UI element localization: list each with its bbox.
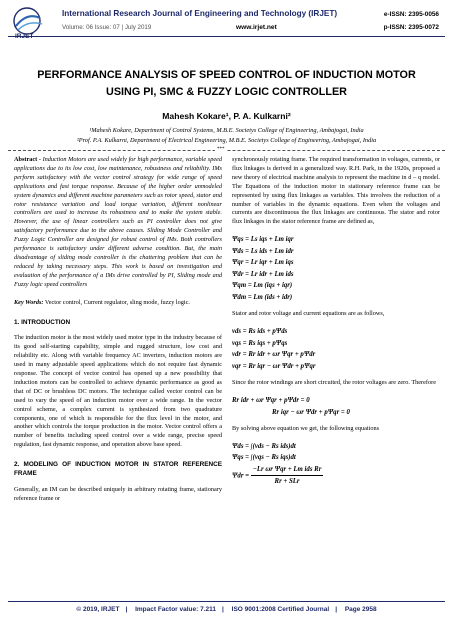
flux-linkage-equations [232,234,440,303]
journal-header [0,0,453,50]
abstract [14,156,222,290]
solving-text: By solving above equation we get, the following equations [232,425,380,433]
journal-website[interactable]: www.irjet.net [236,24,277,31]
footer-page-number: Page 2958 [344,606,377,613]
e-issn: e-ISSN: 2395-0056 [383,11,439,18]
equation: Ψqs = ∫(vqs − Rs iqs)dt [232,454,296,462]
equation: Ψqr = Lr iqr + Lm iqs [232,259,294,267]
fraction-denominator: Rr + SLr [274,478,300,486]
footer-iso: ISO 9001:2008 Certified Journal [231,606,330,613]
page-footer: © 2019, IRJET | Impact Factor value: 7.211 | ISO 9001:2008 Certified Journal | Page 2958 [76,606,377,613]
voltage-equations [232,326,440,372]
keywords-label: Key Words: [14,298,44,306]
equation: vqr = Rr iqr − ωr Ψdr + pΨqr [232,362,316,370]
equation: Ψqs = Ls iqs + Lm iqr [232,236,294,244]
fraction-equation [232,464,440,488]
voltage-intro-text: Stator and rotor voltage and current equations are as follows, [232,310,385,318]
footer-impact-factor: Impact Factor value: 7.211 [135,606,217,613]
fraction [251,464,324,488]
left-column [14,156,222,504]
equation: Ψdr = Lr idr + Lm ids [232,270,294,278]
abstract-label: Abstract - [14,156,41,163]
equation: Ψds = ∫(vds − Rs ids)dt [232,442,296,450]
footer-divider [8,601,445,602]
p-issn: p-ISSN: 2395-0072 [383,24,439,31]
title-divider [8,150,445,151]
logo-text: IRJET [15,33,34,40]
introduction-text: The induction motor is the most widely used motor type in the industry because of its good self-starting capability, simple and rugged structure, low cost and reliability etc. Along with variable frequency AC inverters, induction motors are used in many adjustable speed applications which do not require fast dynamic response. The concept of vector control has opened up a new possibility that induction motors can be controlled to achieve dynamic performance as good as that of DC or brushless DC motors. The technique called vector control can be used to vary the speed of an induction motor over a wide range. In the vector control scheme, a complex current is synthesized from two quadrature components, one of which is responsible for the flux level in the motor, and another which controls the torque production in the motor. Vector control offers a number of benefits including speed control over a wide range, precise speed regulation, fast dynamic response, and operation above base speed. [14,334,222,449]
fraction-numerator: −Lr ωr Ψqr + Lm ids Rr [251,464,324,477]
paper-authors: Mahesh Kokare¹, P. A. Kulkarni² [162,111,291,121]
equation: vdr = Rr idr + ωr Ψqr + pΨdr [232,351,316,359]
zero-voltage-equations [232,395,440,418]
header-divider [8,36,445,37]
irjet-logo [10,6,48,40]
affiliation-2: ²Prof. P.A. Kulkarni, Department of Electrical Engineering, M.B.E. Societys College of Engineering, Ambajogai, India [76,137,377,144]
section-heading-introduction: 1. INTRODUCTION [14,318,71,326]
equation: Rr idr + ωr Ψqr + pΨdr = 0 [232,397,310,405]
abstract-text: Induction Motors are used widely for high performance, variable speed applications due to its low cost, low maintenance, robustness and reliability. IMs perform satisfactory with the vector control strategy for wide range of speed applications and fast torque response. Because of the higher order unmodeled system dynamics and different machine parameters such as rotor speed, stator and rotor resistance variation and load torque variation, different nonlinear controllers are used to increase its robustness and to make the system stable. However, the use of linear controllers such as PI controller does not give satisfactory performance due to the above causes. Sliding Mode Controller and Fuzzy Logic Controller are designed for robust control of IMs. Both controllers performance is satisfactory under different adverse condition. But, the main disadvantage of sliding mode controller is the chattering problem that can be reduced by taking necessary steps. This work is based on investigation and evaluation of the performance of a IMs drive controlled by PI, Sliding mode and Fuzzy logic speed controllers [14,156,223,288]
solved-equations [232,441,440,488]
modeling-continued-text: synchronously rotating frame. The required transformation in voltages, currents, or flux linkages is derived in a generalized way. R.H. Park, in the 1920s, proposed a new theory of electrical machine analysis to represent the machine in d – q model. The Equations of the induction motor in stationary reference frame can be represented by using flux linkages as variables. This involves the reduction of a number of variables in the dynamic equations. Even when the voltages and currents are discontinuous the flux linkages are continuous. The stator and rotor flux linkages in the stator reference frame are defined as, [232,156,440,226]
equation: Ψds = Ls ids + Lm idr [232,247,294,255]
equation: vqs = Rs iqs + pΨqs [232,339,288,347]
fraction-lhs: Ψdr = [232,472,250,480]
equation: Ψdm = Lm (ids + idr) [232,293,293,301]
keywords [14,299,222,308]
affiliation-1: ¹Mahesh Kokare, Department of Control Systems, M.B.E. Societys College of Engineering, Ambajogai, India [89,127,364,134]
footer-copyright: © 2019, IRJET [76,606,120,613]
equation: Ψqm = Lm (iqs + iqr) [232,282,293,290]
journal-name: International Research Journal of Engineering and Technology (IRJET) [62,9,338,18]
short-circuit-text: Since the rotor windings are short circuited, the rotor voltages are zero. Therefore [232,379,436,387]
paper-title: PERFORMANCE ANALYSIS OF SPEED CONTROL OF INDUCTION MOTOR USING PI, SMC & FUZZY LOGIC CONTROLLER [37,69,416,98]
divider-stars: *** [217,147,225,152]
equation: vds = Rs ids + pΨds [232,328,288,336]
right-column [232,156,440,495]
volume-issue: Volume: 06 Issue: 07 | July 2019 [62,24,152,31]
keywords-text: Vector control, Current regulator, sling mode, fuzzy logic. [44,298,190,306]
equation: Rr iqr − ωr Ψdr + pΨqr = 0 [272,408,350,416]
modeling-text: Generally, an IM can be described uniquely in arbitrary rotating frame, stationary reference frame or [14,486,222,502]
section-heading-modeling: 2. MODELING OF INDUCTION MOTOR IN STATOR REFERENCE FRAME [14,461,222,478]
